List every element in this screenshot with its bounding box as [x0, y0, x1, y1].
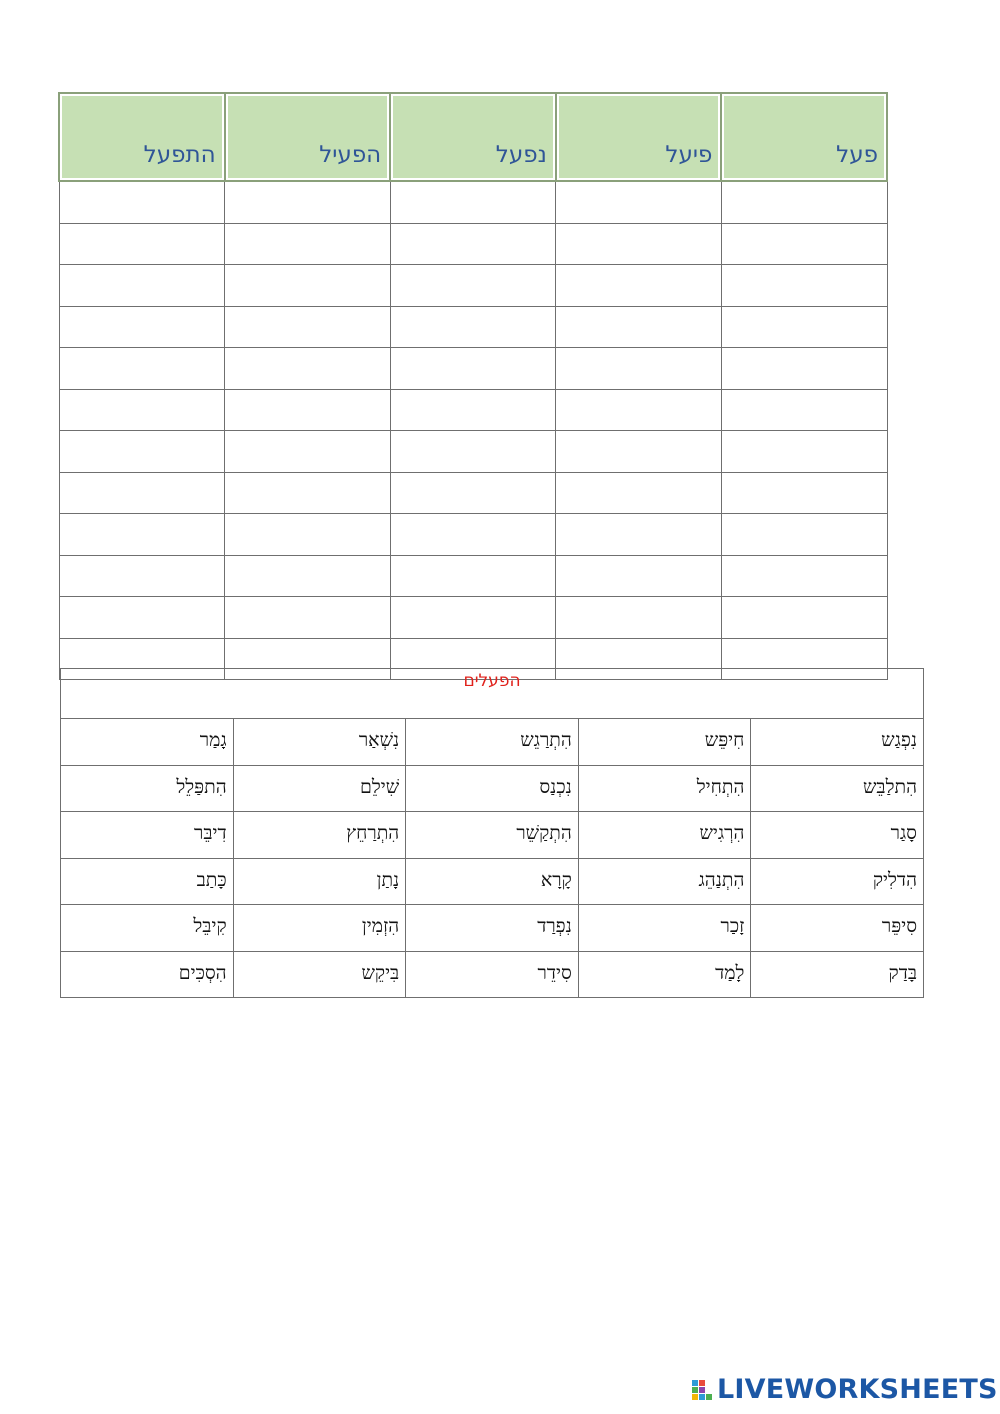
answer-cell[interactable]: [59, 514, 225, 556]
answer-row: [59, 348, 887, 390]
verb-item[interactable]: הִתלַבֵּש: [751, 765, 924, 812]
verb-item[interactable]: זָכַר: [578, 905, 751, 952]
answer-cell[interactable]: [556, 306, 722, 348]
logo-text: LIVEWORKSHEETS: [717, 1374, 998, 1405]
answer-cell[interactable]: [59, 348, 225, 390]
answer-cell[interactable]: [556, 472, 722, 514]
answer-row: [59, 514, 887, 556]
answer-cell[interactable]: [225, 389, 391, 431]
answer-cell[interactable]: [721, 431, 887, 473]
answer-cell[interactable]: [225, 597, 391, 639]
answer-cell[interactable]: [59, 223, 225, 265]
answer-cell[interactable]: [721, 555, 887, 597]
verbs-table: [60, 668, 924, 998]
answer-cell[interactable]: [390, 389, 556, 431]
answer-cell[interactable]: [721, 181, 887, 223]
answer-cell[interactable]: [59, 597, 225, 639]
answer-cell[interactable]: [721, 472, 887, 514]
verb-item[interactable]: סִידֵר: [406, 951, 579, 998]
answer-cell[interactable]: [721, 348, 887, 390]
verb-item[interactable]: הִתְחִיל: [578, 765, 751, 812]
answer-cell[interactable]: [225, 265, 391, 307]
verb-item[interactable]: נִשְׁאַר: [233, 719, 406, 766]
answer-row: [59, 181, 887, 223]
answer-row: [59, 306, 887, 348]
header-hifil: הפעיל: [225, 93, 391, 181]
header-hitpael: התפעל: [59, 93, 225, 181]
answer-cell[interactable]: [390, 223, 556, 265]
verb-item[interactable]: הִזְמִין: [233, 905, 406, 952]
answer-cell[interactable]: [721, 389, 887, 431]
answer-cell[interactable]: [59, 265, 225, 307]
answer-cell[interactable]: [59, 306, 225, 348]
answer-row: [59, 223, 887, 265]
verbs-row: [61, 812, 924, 859]
verb-item[interactable]: דִיבֵּר: [61, 812, 234, 859]
answer-cell[interactable]: [225, 555, 391, 597]
liveworksheets-logo-icon: [692, 1378, 714, 1402]
answer-cell[interactable]: [721, 265, 887, 307]
verb-item[interactable]: נָתַן: [233, 858, 406, 905]
answer-cell[interactable]: [390, 472, 556, 514]
answer-cell[interactable]: [556, 181, 722, 223]
binyanim-table: [58, 92, 888, 680]
answer-cell[interactable]: [390, 431, 556, 473]
answer-cell[interactable]: [390, 265, 556, 307]
verbs-row: [61, 719, 924, 766]
answer-cell[interactable]: [59, 181, 225, 223]
liveworksheets-logo[interactable]: [692, 1376, 998, 1404]
verb-item[interactable]: נִכְנַס: [406, 765, 579, 812]
verb-item[interactable]: קִיבֵּל: [61, 905, 234, 952]
answer-cell[interactable]: [556, 265, 722, 307]
verb-item[interactable]: בִּיקֵש: [233, 951, 406, 998]
answer-cell[interactable]: [59, 389, 225, 431]
answer-row: [59, 555, 887, 597]
answer-cell[interactable]: [556, 431, 722, 473]
verbs-row: [61, 905, 924, 952]
verb-item[interactable]: כָּתַב: [61, 858, 234, 905]
answer-cell[interactable]: [721, 597, 887, 639]
verb-item[interactable]: נִפְרַד: [406, 905, 579, 952]
verb-item[interactable]: הִרְגִיש: [578, 812, 751, 859]
answer-cell[interactable]: [390, 555, 556, 597]
answer-cell[interactable]: [556, 389, 722, 431]
answer-row: [59, 265, 887, 307]
answer-cell[interactable]: [390, 306, 556, 348]
verbs-title: הפעלים: [61, 669, 924, 719]
verb-item[interactable]: הִתְרַגֵש: [406, 719, 579, 766]
answer-cell[interactable]: [59, 431, 225, 473]
verb-item[interactable]: נִפְגַש: [751, 719, 924, 766]
answer-cell[interactable]: [721, 306, 887, 348]
verb-item[interactable]: חִיפֵּש: [578, 719, 751, 766]
verb-item[interactable]: סָגַר: [751, 812, 924, 859]
answer-cell[interactable]: [390, 181, 556, 223]
answer-cell[interactable]: [225, 223, 391, 265]
verb-item[interactable]: הִתְרַחֵץ: [233, 812, 406, 859]
verb-item[interactable]: גָמַר: [61, 719, 234, 766]
answer-cell[interactable]: [556, 514, 722, 556]
verbs-row: [61, 858, 924, 905]
answer-cell[interactable]: [721, 223, 887, 265]
answer-cell[interactable]: [556, 348, 722, 390]
answer-cell[interactable]: [556, 555, 722, 597]
verb-item[interactable]: לָמַד: [578, 951, 751, 998]
answer-cell[interactable]: [225, 181, 391, 223]
verb-item[interactable]: הִתְנַהֵג: [578, 858, 751, 905]
verb-item[interactable]: קָרָא: [406, 858, 579, 905]
verbs-row: [61, 765, 924, 812]
answer-cell[interactable]: [556, 223, 722, 265]
verb-item[interactable]: בָּדַק: [751, 951, 924, 998]
verb-item[interactable]: הִדלִיק: [751, 858, 924, 905]
answer-cell[interactable]: [225, 306, 391, 348]
answer-cell[interactable]: [225, 348, 391, 390]
answer-cell[interactable]: [225, 472, 391, 514]
answer-row: [59, 597, 887, 639]
answer-cell[interactable]: [225, 431, 391, 473]
answer-cell[interactable]: [59, 555, 225, 597]
answer-row: [59, 472, 887, 514]
binyanim-body: [59, 181, 887, 680]
answer-cell[interactable]: [390, 597, 556, 639]
answer-row: [59, 389, 887, 431]
answer-cell[interactable]: [59, 472, 225, 514]
verb-item[interactable]: הִתְקַשֵׁר: [406, 812, 579, 859]
answer-cell[interactable]: [721, 514, 887, 556]
verb-item[interactable]: הִסְכִּים: [61, 951, 234, 998]
answer-cell[interactable]: [225, 514, 391, 556]
verb-item[interactable]: סִיפֵּר: [751, 905, 924, 952]
answer-cell[interactable]: [556, 597, 722, 639]
answer-row: [59, 431, 887, 473]
header-paal: פעל: [721, 93, 887, 181]
verbs-row: [61, 951, 924, 998]
verb-item[interactable]: הִתפַּלֵל: [61, 765, 234, 812]
answer-cell[interactable]: [390, 348, 556, 390]
header-piel: פיעל: [556, 93, 722, 181]
header-nifal: נפעל: [390, 93, 556, 181]
binyanim-header-row: [59, 93, 887, 181]
verb-item[interactable]: שִׁילֵם: [233, 765, 406, 812]
answer-cell[interactable]: [390, 514, 556, 556]
